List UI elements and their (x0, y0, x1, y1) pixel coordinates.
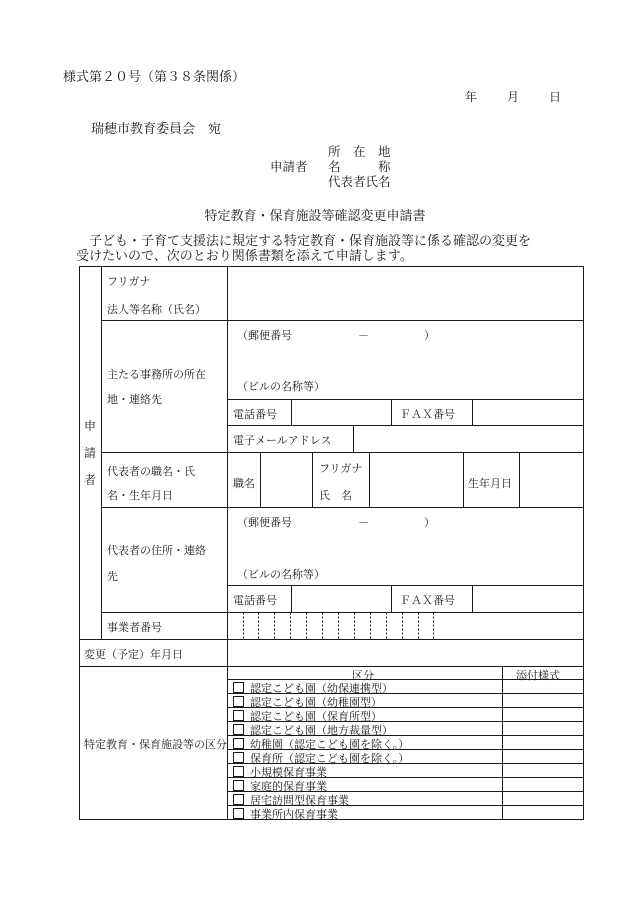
applicant-label: 申請者 (270, 159, 308, 174)
rep-label-1: 代表者の職名・氏 (107, 465, 195, 478)
rep-addr-tel-label: 電話番号 (233, 594, 277, 607)
office-postal: （郵便番号 － ） (237, 329, 435, 342)
date-year: 年 (465, 90, 478, 104)
kubun-item-label: 認定こども園（幼保連携型） (250, 682, 393, 695)
office-label-1: 主たる事務所の所在 (107, 368, 206, 381)
rep-label-2: 名・生年月日 (107, 489, 173, 502)
applicant-char-2: 請 (83, 446, 96, 460)
rep-birth-label: 生年月日 (468, 477, 512, 490)
document-title: 特定教育・保育施設等確認変更申請書 (204, 209, 426, 224)
office-label-2: 地・連絡先 (107, 393, 162, 406)
rep-position-label: 職名 (233, 477, 255, 490)
checkbox-icon[interactable] (233, 752, 244, 763)
rep-addr-postal: （郵便番号 － ） (237, 516, 435, 529)
office-fax-label: ＦＡＸ番号 (400, 408, 455, 421)
change-date-label: 変更（予定）年月日 (84, 648, 183, 661)
kubun-item-label: 小規模保育事業 (250, 766, 327, 779)
attach-form-header: 添付様式 (516, 669, 560, 682)
checkbox-icon[interactable] (233, 696, 244, 707)
office-building: （ビルの名称等） (237, 380, 325, 393)
facility-class-label: 特定教育・保育施設等の区分 (84, 738, 227, 751)
checkbox-icon[interactable] (233, 724, 244, 735)
date-month: 月 (507, 90, 520, 104)
applicant-address-label: 所 在 地 (328, 144, 391, 159)
kubun-item-label: 保育所（認定こども園を除く。） (250, 752, 410, 765)
rep-addr-fax-label: ＦＡＸ番号 (400, 594, 455, 607)
rep-furigana-label: フリガナ (319, 462, 363, 475)
rep-addr-building: （ビルの名称等） (237, 568, 325, 581)
kubun-item-label: 家庭的保育事業 (250, 780, 327, 793)
furigana-label: フリガナ (107, 275, 151, 288)
business-number-label: 事業者番号 (107, 621, 162, 634)
applicant-vertical-label (83, 413, 97, 494)
kubun-item-label: 認定こども園（保育所型） (250, 710, 382, 723)
kubun-item-label: 居宅訪問型保育事業 (250, 794, 349, 807)
kubun-header: 区分 (352, 669, 374, 682)
applicant-rep-label: 代表者氏名 (328, 174, 391, 189)
kubun-item-label: 認定こども園（幼稚園型） (250, 696, 382, 709)
checkbox-icon[interactable] (233, 710, 244, 721)
addressee: 瑞穂市教育委員会 宛 (91, 122, 222, 137)
form-number: 様式第２０号（第３８条関係） (63, 70, 246, 85)
applicant-name-label: 名 称 (328, 159, 391, 174)
kubun-item-label: 事業所内保育事業 (250, 808, 338, 821)
kubun-item-label: 幼稚園（認定こども園を除く。） (250, 738, 410, 751)
office-tel-label: 電話番号 (233, 408, 277, 421)
date-day: 日 (549, 90, 562, 104)
body-line-1: 子ども・子育て支援法に規定する特定教育・保育施設等に係る確認の変更を (89, 234, 532, 249)
rep-addr-label-1: 代表者の住所・連絡 (107, 544, 206, 557)
checkbox-icon[interactable] (233, 738, 244, 749)
checkbox-icon[interactable] (233, 682, 244, 693)
office-email-label: 電子メールアドレス (233, 434, 332, 447)
checkbox-icon[interactable] (233, 780, 244, 791)
checkbox-icon[interactable] (233, 808, 244, 819)
applicant-char-3: 者 (83, 473, 96, 487)
rep-addr-label-2: 先 (107, 570, 118, 583)
corp-name-label: 法人等名称（氏名） (107, 303, 206, 316)
kubun-item-label: 認定こども園（地方裁量型） (250, 724, 393, 737)
checkbox-icon[interactable] (233, 794, 244, 805)
applicant-char-1: 申 (83, 419, 96, 433)
rep-shimei-label: 氏 名 (319, 489, 352, 502)
checkbox-icon[interactable] (233, 766, 244, 777)
kubun-item[interactable] (233, 806, 338, 822)
body-line-2: 受けたいので、次のとおり関係書類を添えて申請します。 (76, 249, 413, 264)
